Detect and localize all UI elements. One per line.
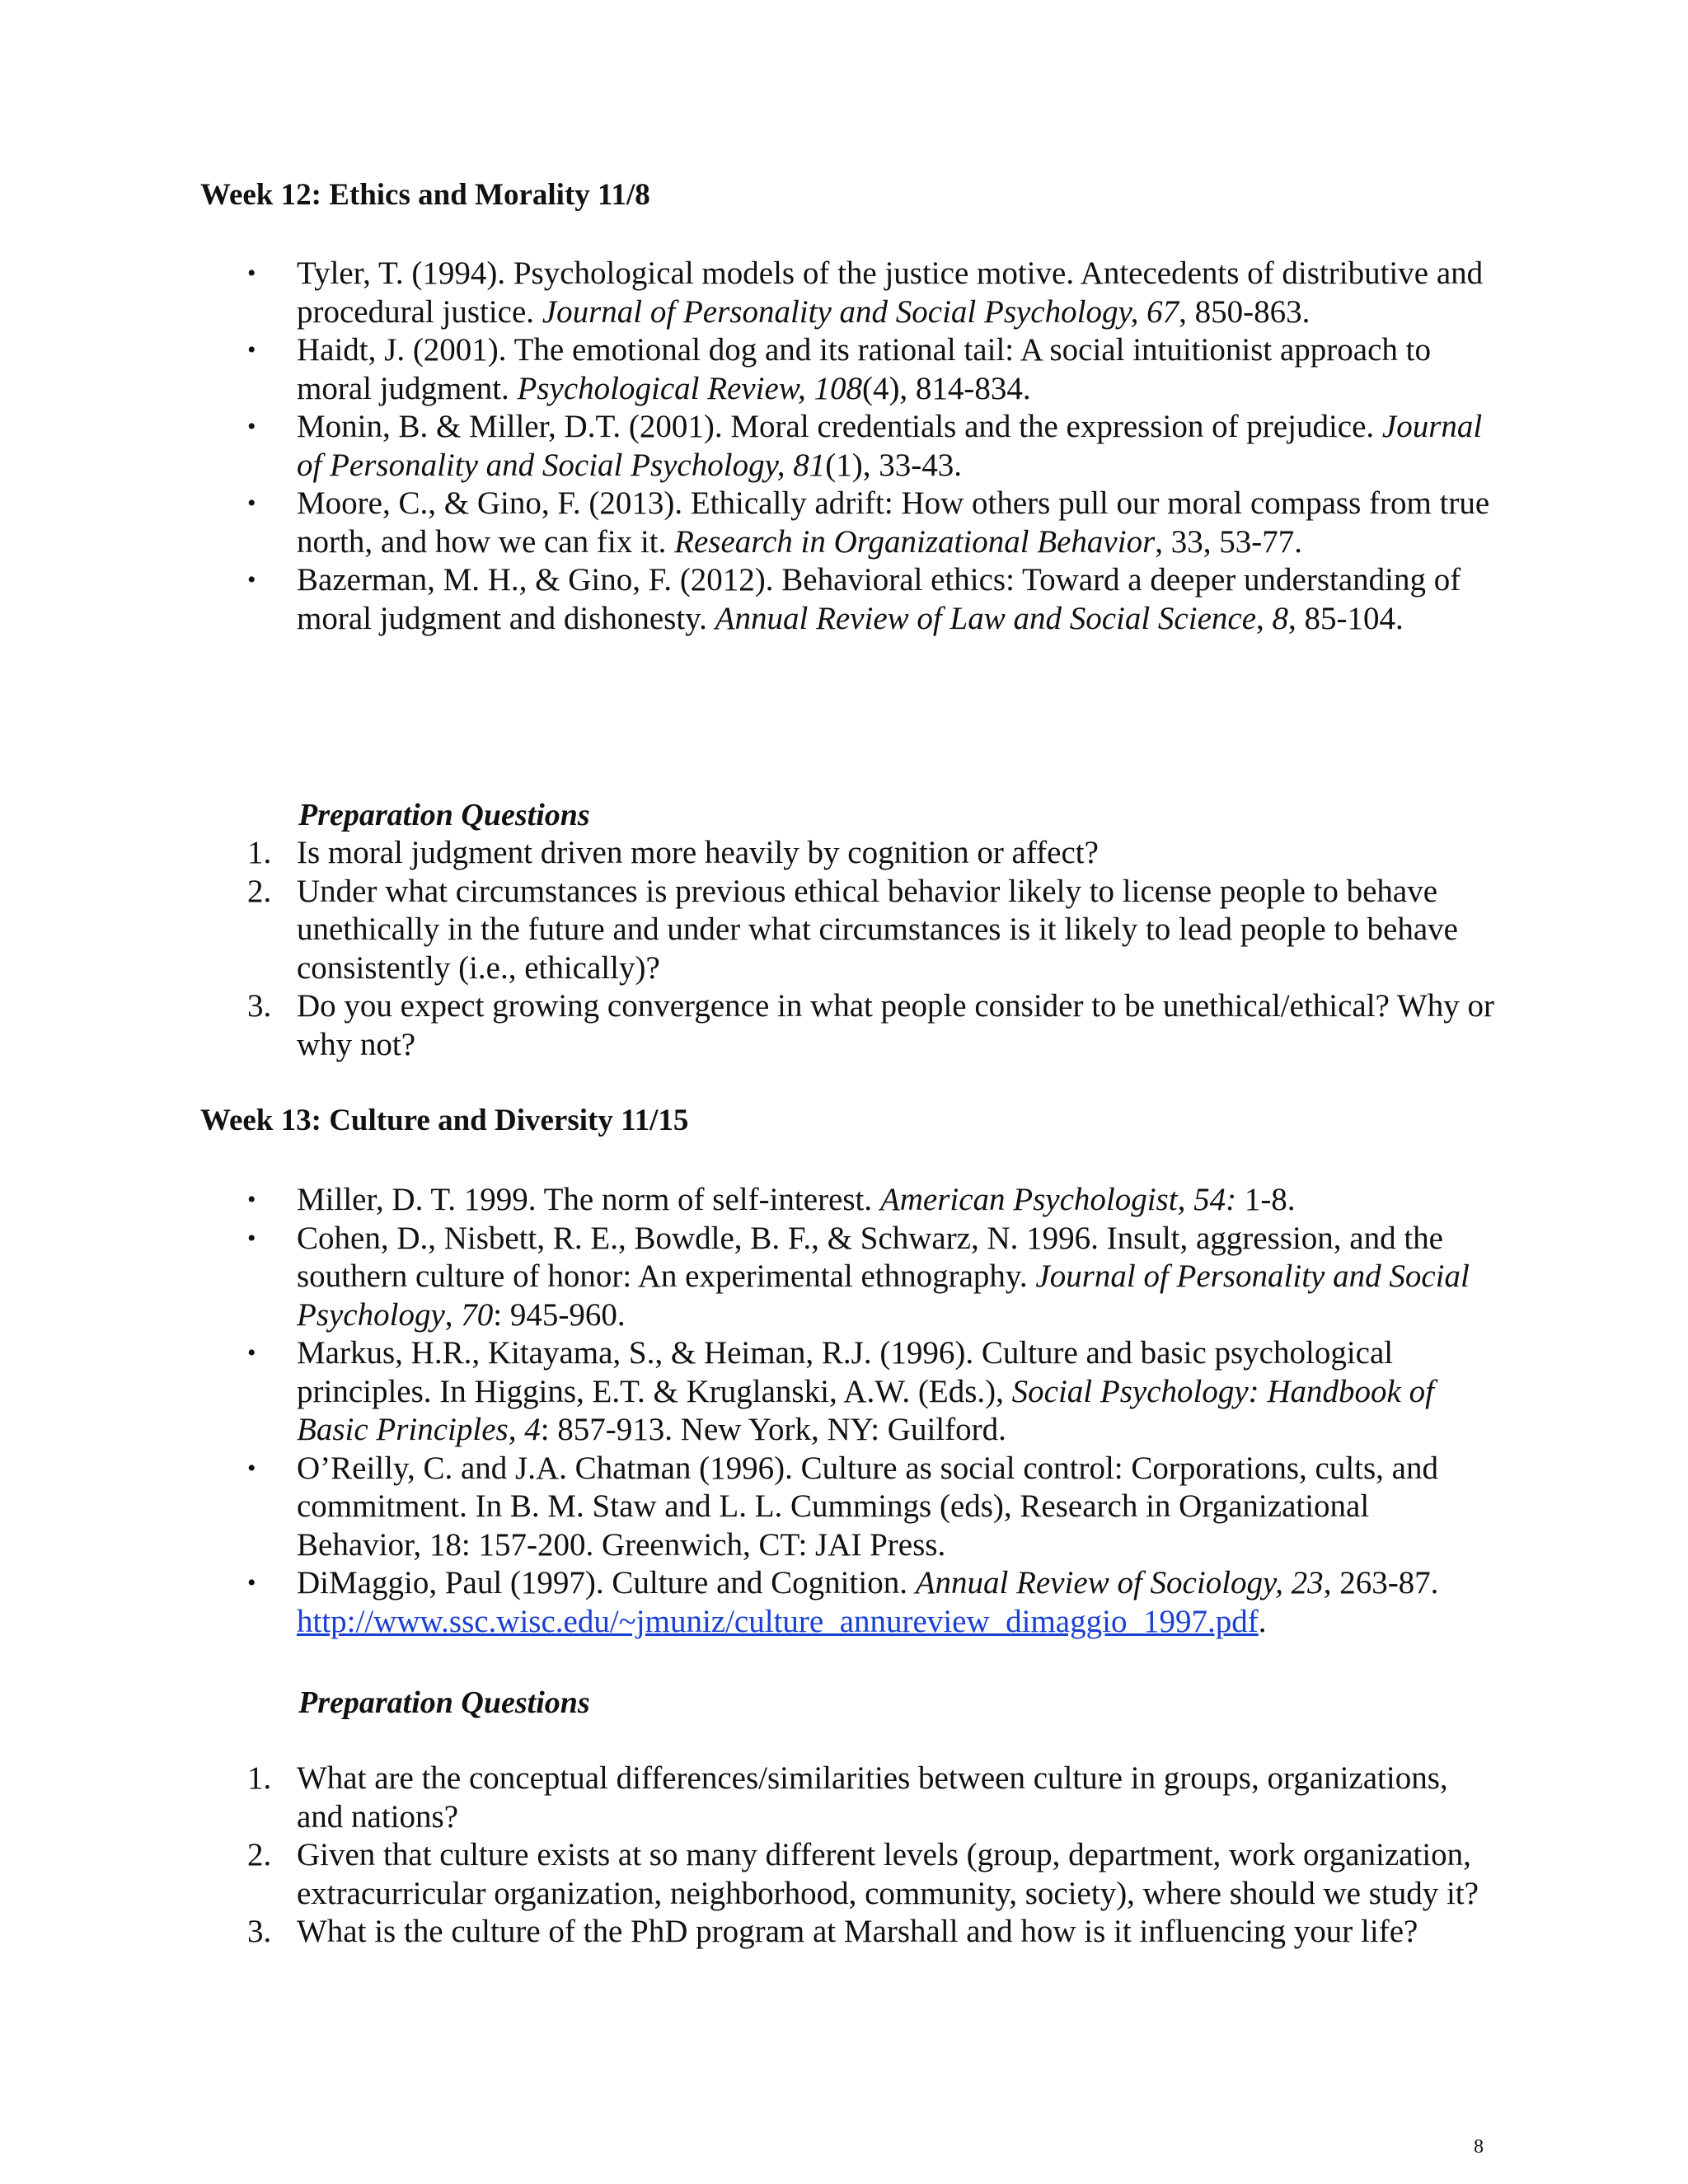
journal-volume: 70 bbox=[461, 1296, 494, 1333]
question-item: 2. Under what circumstances is previous ethical behavior likely to license people to behave unethically in the future and under what circumstances is it likely to lead people to behave consistently (i.e., ethically)? bbox=[247, 873, 1458, 986]
bullet-icon: • bbox=[247, 1186, 256, 1213]
question-number: 2. bbox=[247, 1837, 272, 1872]
reading-item: • Cohen, D., Nisbett, R. E., Bowdle, B. F., & Schwarz, N. 1996. Insult, aggression, and the southern culture of honor: An experimental ethnography. Journal of Personality and Social Psychology, 70: 945-960. bbox=[247, 1220, 1470, 1333]
bullet-icon: • bbox=[247, 1224, 256, 1252]
journal-title: Research in Organizational Behavior bbox=[674, 523, 1156, 560]
journal-title: Annual Review of Law and Social Science bbox=[715, 600, 1257, 636]
week-13-heading: Week 13: Culture and Diversity 11/15 bbox=[200, 1104, 689, 1137]
question-number: 1. bbox=[247, 835, 272, 870]
reading-item: • Markus, H.R., Kitayama, S., & Heiman, R.J. (1996). Culture and basic psychological principles. In Higgins, E.T. & Kruglanski, A.W. (Eds.), Social Psychology: Handbook of Basic Principles, 4: 857-913. New York, NY: Guilford. bbox=[247, 1335, 1434, 1447]
bullet-icon: • bbox=[247, 1339, 256, 1366]
bullet-icon: • bbox=[247, 490, 256, 517]
question-number: 3. bbox=[247, 1914, 272, 1949]
bullet-icon: • bbox=[247, 413, 256, 440]
reading-item: • Monin, B. & Miller, D.T. (2001). Moral credentials and the expression of prejudice. Journal of Personality and Social Psychology, 81(1), 33-43. bbox=[247, 409, 1483, 483]
question-number: 1. bbox=[247, 1760, 272, 1796]
question-item: 1. Is moral judgment driven more heavily by cognition or affect? bbox=[297, 834, 1500, 873]
reading-item: • DiMaggio, Paul (1997). Culture and Cognition. Annual Review of Sociology, 23, 263-87. http://www.ssc.wisc.edu/~jmuniz/culture_annureview_dimaggio_1997.pdf. bbox=[247, 1565, 1439, 1639]
week-12-reading-list bbox=[247, 255, 1500, 638]
reading-item: • Miller, D. T. 1999. The norm of self-interest. American Psychologist, 54: 1-8. bbox=[297, 1181, 1500, 1220]
week-12-prep-heading: Preparation Questions bbox=[298, 798, 590, 832]
question-item: 1. What are the conceptual differences/similarities between culture in groups, organizations, and nations? bbox=[247, 1760, 1448, 1835]
reading-item: • Tyler, T. (1994). Psychological models of the justice motive. Antecedents of distributive and procedural justice. Journal of Personality and Social Psychology, 67, 850-863. bbox=[247, 255, 1484, 330]
journal-title: Journal of Personality and Social Psychology bbox=[297, 1258, 1470, 1333]
week-13-reading-list bbox=[247, 1181, 1500, 1641]
journal-title: Journal of Personality and Social Psychology, 81 bbox=[297, 409, 1483, 483]
week-13-prep-heading: Preparation Questions bbox=[298, 1685, 590, 1720]
journal-title: Journal of Personality and Social Psychology, 67 bbox=[542, 293, 1179, 330]
pdf-link[interactable]: http://www.ssc.wisc.edu/~jmuniz/culture_annureview_dimaggio_1997.pdf bbox=[297, 1603, 1259, 1639]
question-item: 3. Do you expect growing convergence in what people consider to be unethical/ethical? Why or why not? bbox=[247, 988, 1494, 1062]
question-item: 3. What is the culture of the PhD program at Marshall and how is it influencing your life? bbox=[297, 1913, 1500, 1952]
bullet-icon: • bbox=[247, 566, 256, 593]
reading-item: • Bazerman, M. H., & Gino, F. (2012). Behavioral ethics: Toward a deeper understanding of moral judgment and dishonesty. Annual Review of Law and Social Science, 8, 85-104. bbox=[247, 562, 1461, 636]
week-13-question-list bbox=[247, 1760, 1500, 1952]
week-12-heading: Week 12: Ethics and Morality 11/8 bbox=[200, 178, 650, 212]
bullet-icon: • bbox=[247, 1454, 256, 1482]
book-title: Social Psychology: Handbook of Basic Principles, 4 bbox=[297, 1373, 1434, 1447]
journal-title: Psychological Review, 108 bbox=[517, 370, 862, 406]
bullet-icon: • bbox=[247, 336, 256, 363]
bullet-icon: • bbox=[247, 1569, 256, 1596]
reading-item: • O’Reilly, C. and J.A. Chatman (1996). Culture as social control: Corporations, cults, and commitment. In B. M. Staw and L. L. Cummings (eds), Research in Organizational Behavior, 18: 157-200. Greenwich, CT: JAI Press. bbox=[247, 1450, 1438, 1563]
reading-item: • Haidt, J. (2001). The emotional dog and its rational tail: A social intuitionist approach to moral judgment. Psychological Review, 108(4), 814-834. bbox=[247, 332, 1431, 406]
week-12-question-list bbox=[247, 834, 1500, 1064]
question-number: 2. bbox=[247, 873, 272, 909]
journal-title: American Psychologist, 54: bbox=[879, 1182, 1237, 1217]
question-item: 2. Given that culture exists at so many different levels (group, department, work organization, extracurricular organization, neighborhood, community, society), where should we study it? bbox=[247, 1837, 1479, 1911]
journal-title: Annual Review of Sociology, 23 bbox=[915, 1565, 1324, 1601]
question-number: 3. bbox=[247, 988, 272, 1024]
reading-item: • Moore, C., & Gino, F. (2013). Ethically adrift: How others pull our moral compass from true north, and how we can fix it. Research in Organizational Behavior, 33, 53-77. bbox=[247, 485, 1490, 560]
bullet-icon: • bbox=[247, 260, 256, 287]
journal-volume: 8 bbox=[1272, 600, 1289, 636]
page-number: 8 bbox=[1474, 2136, 1484, 2158]
